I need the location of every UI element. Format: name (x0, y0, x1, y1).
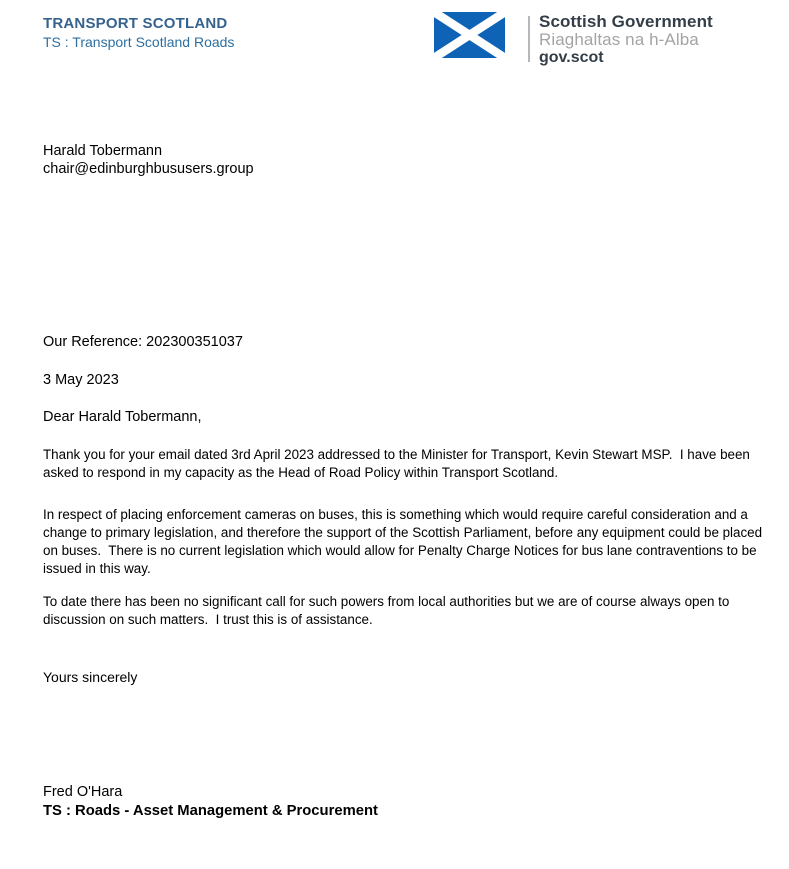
logo-name-english: Scottish Government (539, 12, 713, 31)
salutation-line: Dear Harald Tobermann, (43, 409, 202, 425)
logo-divider (528, 16, 530, 62)
signer-name: Fred O'Hara (43, 784, 123, 800)
closing-line: Yours sincerely (43, 669, 138, 685)
dept-subtitle: TS : Transport Scotland Roads (43, 34, 235, 50)
signer-title: TS : Roads - Asset Management & Procurement (43, 803, 378, 819)
body-paragraph-1: Thank you for your email dated 3rd April 2023 addressed to the Minister for Transport, Kevin Stewart MSP. I have been asked to respond in my capacity as the Head of Road Policy within Transport Scotland. (43, 447, 754, 480)
recipient-name: Harald Tobermann (43, 143, 163, 159)
logo-govscot-domain: gov.scot (539, 49, 604, 66)
logo-name-gaelic: Riaghaltas na h-Alba (539, 30, 699, 49)
body-paragraph-2: In respect of placing enforcement cameras on buses, this is something which would require careful consideration and a change to primary legislation, and therefore the support of the Scottish Parliament, before any equipment could be placed on buses. There is no current legislation which would allow for Penalty Charge Notices for bus lane contraventions to be issued in this way. (43, 507, 766, 576)
recipient-block (43, 142, 767, 178)
dept-header (43, 15, 234, 51)
recipient-email: chair@edinburghbususers.group (43, 161, 254, 177)
scottish-government-logo (434, 11, 713, 67)
logo-text (539, 11, 713, 67)
signature-block (43, 783, 767, 821)
date-line: 3 May 2023 (43, 372, 119, 388)
body-paragraph-3: To date there has been no significant call for such powers from local authorities but we are of course always open to discussion on such matters. I trust this is of assistance. (43, 594, 734, 627)
saltire-flag-icon (434, 12, 505, 58)
dept-title: TRANSPORT SCOTLAND (43, 15, 228, 32)
reference-line: Our Reference: 202300351037 (43, 334, 243, 350)
